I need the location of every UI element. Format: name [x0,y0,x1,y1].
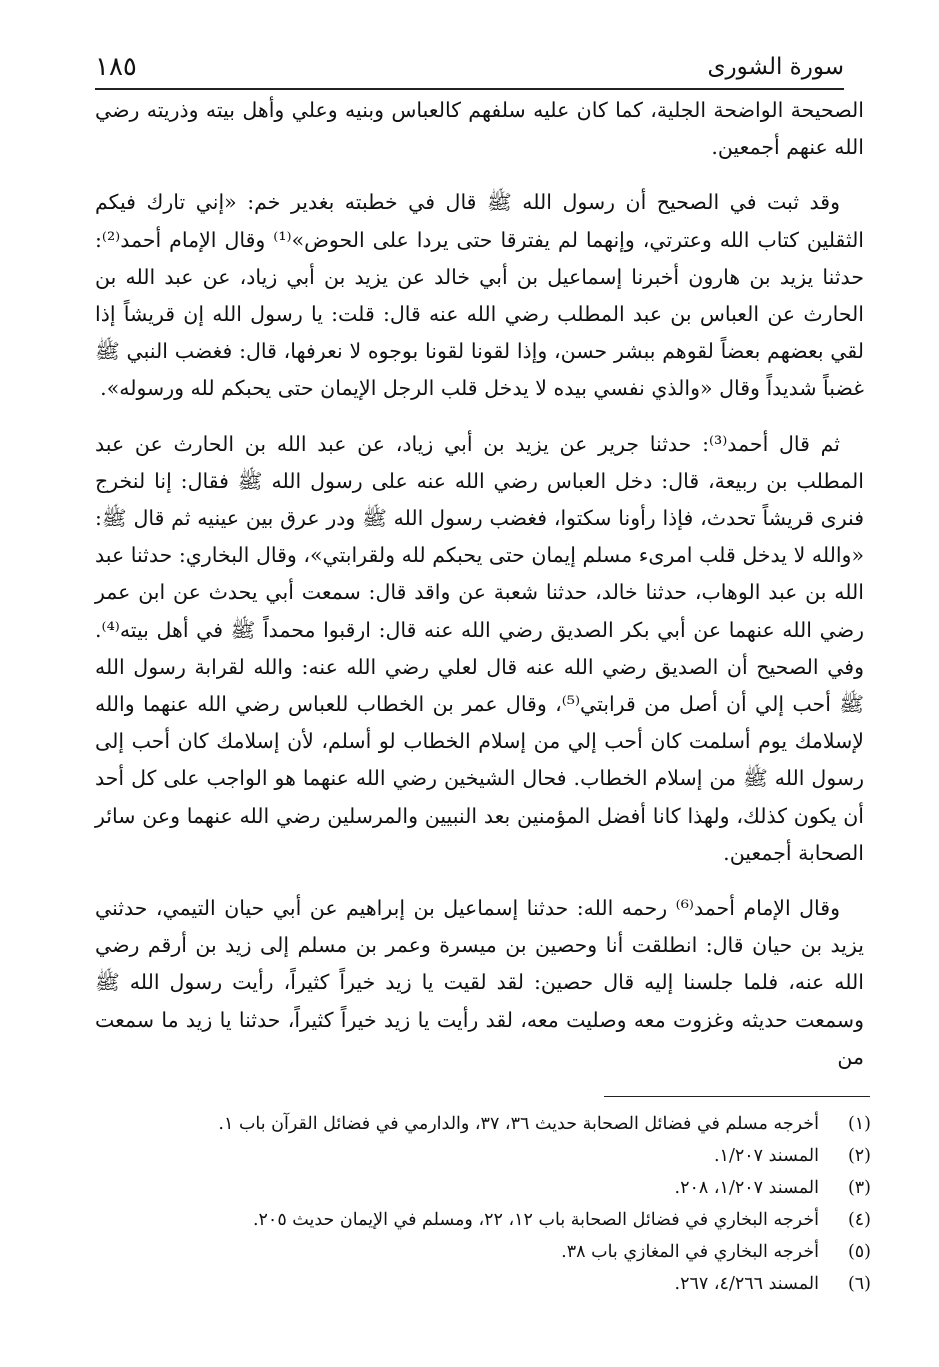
footnote-text: المسند ١/٢٠٧. [713,1146,819,1166]
footnote-number: (٣) [847,1178,871,1198]
footnote [95,1268,871,1300]
main-text [95,92,864,1094]
footnote-number: (١) [847,1114,871,1134]
paragraph: وقد ثبت في الصحيح أن رسول الله ﷺ قال في خطبته بغدير خم: «إني تارك فيكم الثقلين كتاب الله وعترتي، وإنهما لم يفترقا حتى يردا على الحوض»⁽¹⁾ وقال الإمام أحمد⁽²⁾: حدثنا يزيد بن هارون أخبرنا إسماعيل بن أبي خالد عن يزيد بن أبي زياد، عن عبد الله بن الحارث عن العباس بن عبد المطلب رضي الله عنه قال: قلت: يا رسول الله إن قريشاً إذا لقي بعضهم بعضاً لقوهم ببشر حسن، وإذا لقونا لقونا بوجوه لا نعرفها، قال: فغضب النبي ﷺ غضباً شديداً وقال «والذي نفسي بيده لا يدخل قلب الرجل الإيمان حتى يحبكم لله ورسوله». [95,190,865,401]
footnote-text: المسند ٤/٢٦٦، ٢٦٧. [674,1274,819,1294]
footnote-text: أخرجه البخاري في المغازي باب ٣٨. [561,1242,819,1262]
footnote-number: (٢) [847,1146,871,1166]
footnote-separator [604,1096,870,1097]
footnotes [95,1108,871,1300]
footnote-text: أخرجه مسلم في فضائل الصحابة حديث ٣٦، ٣٧، والدارمي في فضائل القرآن باب ١. [218,1114,819,1134]
page-header [95,48,844,90]
footnote [95,1108,871,1140]
footnote-number: (٥) [847,1242,871,1262]
running-title: سورة الشورى [707,54,844,80]
footnote-number: (٤) [847,1210,871,1230]
footnote-number: (٦) [847,1274,871,1294]
footnote-text: المسند ١/٢٠٧، ٢٠٨. [674,1178,819,1198]
paragraph: الصحيحة الواضحة الجلية، كما كان عليه سلفهم كالعباس وبنيه وعلي وأهل بيته وذريته رضي الله عنهم أجمعين. [95,98,864,160]
footnote-text: أخرجه البخاري في فضائل الصحابة باب ١٢، ٢٢، ومسلم في الإيمان حديث ٢٠٥. [252,1210,819,1230]
footnote [95,1204,871,1236]
footnote [95,1172,871,1204]
page-number: ١٨٥ [95,52,137,82]
paragraph: وقال الإمام أحمد⁽⁶⁾ رحمه الله: حدثنا إسماعيل بن إبراهيم عن أبي حيان التيمي، حدثني يزيد بن حيان قال: انطلقت أنا وحصين بن ميسرة وعمر بن مسلم إلى زيد بن أرقم رضي الله عنه، فلما جلسنا إليه قال حصين: لقد لقيت يا زيد خيراً كثيراً، رأيت رسول الله ﷺ وسمعت حديثه وغزوت معه وصليت معه، لقد رأيت يا زيد خيراً كثيراً، حدثنا يا زيد ما سمعت من [95,896,864,1069]
paragraph: ثم قال أحمد⁽³⁾: حدثنا جرير عن يزيد بن أبي زياد، عن عبد الله بن الحارث عن عبد المطلب بن ربيعة، قال: دخل العباس رضي الله عنه على رسول الله ﷺ فقال: إنا لنخرج فنرى قريشاً تحدث، فإذا رأونا سكتوا، فغضب رسول الله ﷺ ودر عرق بين عينيه ثم قال ﷺ: «والله لا يدخل قلب امرىء مسلم إيمان حتى يحبكم لله ولقرابتي»، وقال البخاري: حدثنا عبد الله بن عبد الوهاب، حدثنا خالد، حدثنا شعبة عن واقد قال: سمعت أبي يحدث عن ابن عمر رضي الله عنهما عن أبي بكر الصديق رضي الله عنه قال: ارقبوا محمداً ﷺ في أهل بيته⁽⁴⁾. وفي الصحيح أن الصديق رضي الله عنه قال لعلي رضي الله عنه: والله لقرابة رسول الله ﷺ أحب إلي أن أصل من قرابتي⁽⁵⁾، وقال عمر بن الخطاب للعباس رضي الله عنهما والله لإسلامك يوم أسلمت كان أحب إلي من إسلام الخطاب لو أسلم، لأن إسلامك كان أحب إلى رسول الله ﷺ من إسلام الخطاب. فحال الشيخين رضي الله عنهما هو الواجب على كل أحد أن يكون كذلك، ولهذا كانا أفضل المؤمنين بعد النبيين والمرسلين رضي الله عنهما وعن سائر الصحابة أجمعين. [95,431,864,865]
footnote [95,1140,871,1172]
footnote [95,1236,871,1268]
